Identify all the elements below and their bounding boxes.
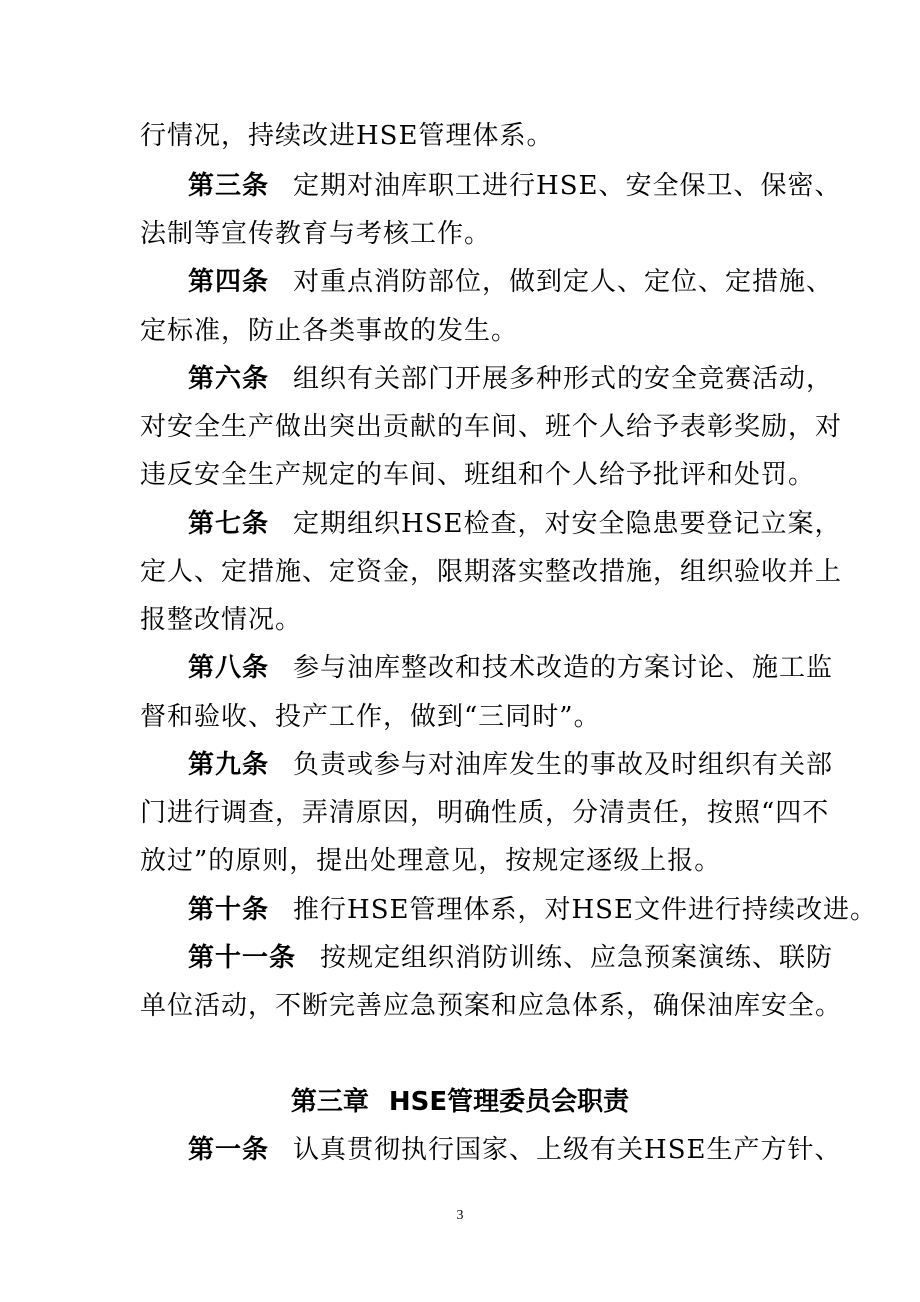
paragraph-line: 定人、定措施、定资金，限期落实整改措施，组织验收并上 bbox=[140, 557, 843, 587]
paragraph-line: 对安全生产做出突出贡献的车间、班个人给予表彰奖励，对 bbox=[140, 412, 843, 442]
chapter-heading bbox=[0, 1086, 920, 1118]
paragraph-line: 门进行调查，弄清原因，明确性质，分清责任，按照“四不 bbox=[140, 798, 830, 828]
article-number: 第一条 bbox=[188, 1135, 270, 1165]
article-number: 第九条 bbox=[188, 750, 270, 780]
paragraph-line: 法制等宣传教育与考核工作。 bbox=[140, 219, 492, 249]
paragraph-line: 报整改情况。 bbox=[140, 605, 303, 635]
paragraph-line: 单位活动，不断完善应急预案和应急体系，确保油库安全。 bbox=[140, 991, 843, 1021]
article-number: 第三条 bbox=[188, 171, 270, 201]
article-line: 第一条 认真贯彻执行国家、上级有关HSE生产方针、 bbox=[188, 1135, 842, 1165]
paragraph-line: 定标准，防止各类事故的发生。 bbox=[140, 316, 519, 346]
page-number: 3 bbox=[456, 1208, 464, 1223]
paragraph-line: 放过”的原则，提出处理意见，按规定逐级上报。 bbox=[140, 846, 722, 876]
article-number: 第八条 bbox=[188, 653, 270, 683]
article-number: 第十条 bbox=[188, 895, 270, 925]
article-number: 第十一条 bbox=[188, 943, 297, 973]
paragraph-line: 督和验收、投产工作，做到“三同时”。 bbox=[140, 702, 601, 732]
chapter-title: HSE管理委员会职责 bbox=[388, 1087, 630, 1117]
article-number: 第七条 bbox=[188, 509, 270, 539]
article-line: 第十条 推行HSE管理体系，对HSE文件进行持续改进。 bbox=[188, 895, 877, 925]
article-line: 第七条 定期组织HSE检查，对安全隐患要登记立案， bbox=[188, 509, 842, 539]
article-number: 第四条 bbox=[188, 267, 270, 297]
article-line: 第四条 对重点消防部位，做到定人、定位、定措施、 bbox=[188, 267, 834, 297]
paragraph-line: 行情况，持续改进HSE管理体系。 bbox=[140, 121, 554, 151]
article-line: 第八条 参与油库整改和技术改造的方案讨论、施工监 bbox=[188, 653, 834, 683]
article-line: 第三条 定期对油库职工进行HSE、安全保卫、保密、 bbox=[188, 171, 842, 201]
paragraph-line: 违反安全生产规定的车间、班组和个人给予批评和处罚。 bbox=[140, 460, 816, 490]
article-line: 第六条 组织有关部门开展多种形式的安全竞赛活动， bbox=[188, 364, 834, 394]
article-line: 第九条 负责或参与对油库发生的事故及时组织有关部 bbox=[188, 750, 834, 780]
article-number: 第六条 bbox=[188, 364, 270, 394]
article-line: 第十一条 按规定组织消防训练、应急预案演练、联防 bbox=[188, 943, 834, 973]
chapter-number: 第三章 bbox=[290, 1087, 369, 1117]
